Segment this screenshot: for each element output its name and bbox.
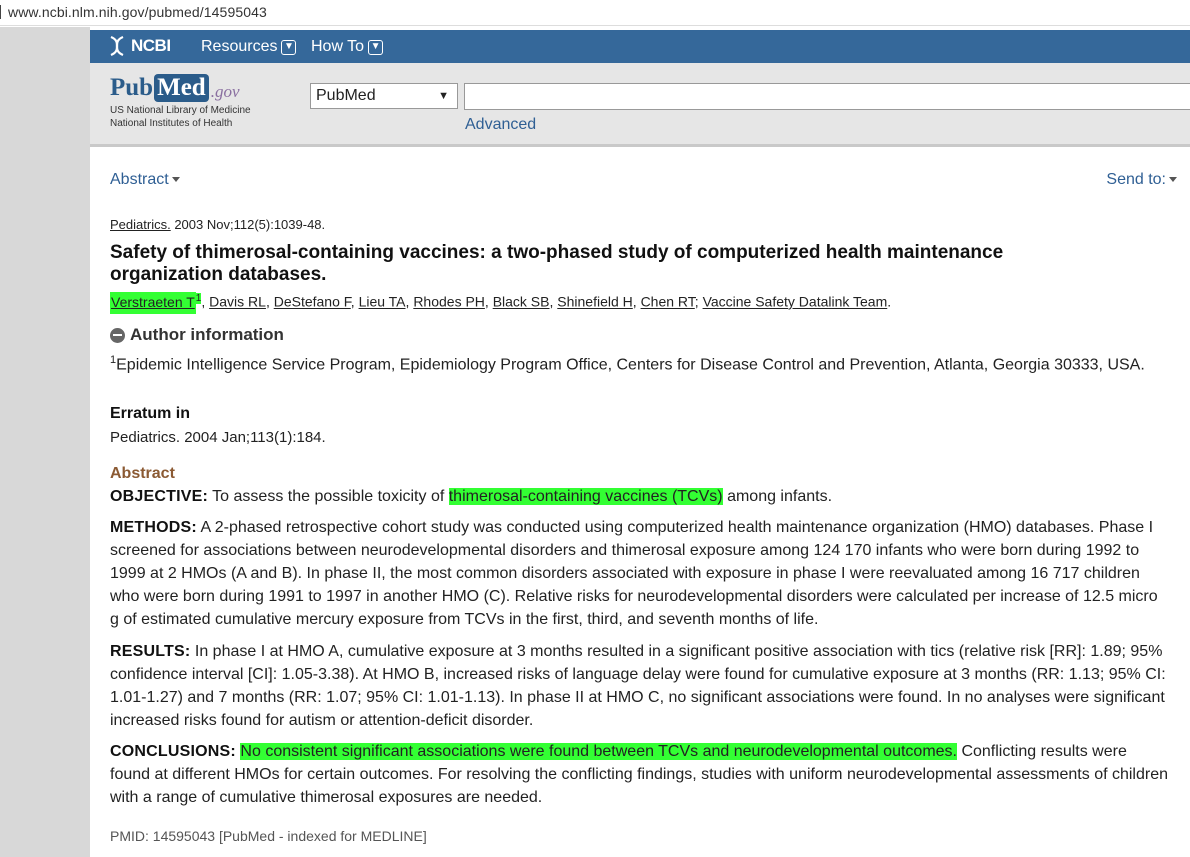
logo-gov: .gov <box>210 82 240 101</box>
affiliation-text: Epidemic Intelligence Service Program, Epidemiology Program Office, Centers for Disease Control and Prevention, Atlanta, Georgia 30333, USA. <box>116 356 1145 374</box>
methods-text: A 2-phased retrospective cohort study was conducted using computerized health maintenance organization (HMO) databases. Phase I screened for associations between neurodevelopmental disorders and thimerosal exposure among 124 170 infants who were born during 1992 to 1999 at 2 HMOs (A and B). In phase II, the most common disorders associated with exposure in phase I were reevaluated among 16 717 children who were born during 1991 to 1997 in another HMO (C). Relative risks for neurodevelopmental disorders were calculated per increase of 12.5 micro g of estimated cumulative mercury exposure from TCVs in the first, third, and seventh months of life. <box>110 519 1158 628</box>
abstract-results <box>110 640 1170 732</box>
author-link[interactable]: DeStefano F <box>273 293 351 310</box>
format-label: Abstract <box>110 171 169 188</box>
author-link[interactable]: Vaccine Safety Datalink Team <box>702 293 888 310</box>
search-band <box>90 63 1190 147</box>
database-selected-value: PubMed <box>316 87 376 104</box>
results-text: In phase I at HMO A, cumulative exposure at 3 months resulted in a significant positive association with tics (relative risk [RR]: 1.89; 95% confidence interval [CI]: 1.05-3.38). At HMO B, increased risks of language delay were found for cumulative exposure at 3 months (RR: 1.13; 95% CI: 1.01-1.27) and 7 months (RR: 1.07; 95% CI: 1.01-1.13). In phase II at HMO C, no significant associations were found. In no analyses were significant increased risks found for autism or attention-deficit disorder. <box>110 643 1166 729</box>
conclusions-highlight: No consistent significant associations were found between TCVs and neurodevelopmental outcomes. <box>240 743 957 760</box>
affiliation-sup: 1 <box>110 354 117 366</box>
logo-subtitle-2: National Institutes of Health <box>110 118 233 129</box>
chevron-down-icon: ▼ <box>368 40 383 55</box>
caret-down-icon <box>172 177 180 182</box>
author-link[interactable]: Lieu TA <box>358 293 406 310</box>
author-link[interactable]: Rhodes PH <box>413 293 485 310</box>
pmid-line: PMID: 14595043 [PubMed - indexed for MEDLINE] <box>110 828 427 844</box>
address-bar[interactable] <box>0 0 1190 26</box>
objective-text-pre: To assess the possible toxicity of <box>212 488 445 505</box>
send-to-dropdown[interactable] <box>1106 171 1177 189</box>
objective-highlight: thimerosal-containing vaccines (TCVs) <box>448 488 723 505</box>
erratum-text: Pediatrics. 2004 Jan;113(1):184. <box>110 429 326 446</box>
collapse-icon <box>110 328 125 343</box>
ncbi-logo-text: NCBI <box>131 36 171 55</box>
logo-med: Med <box>154 74 209 102</box>
article-title: Safety of thimerosal-containing vaccines: a two-phased study of computerized health maintenance organization databases. <box>110 242 1004 285</box>
logo-subtitle-1: US National Library of Medicine <box>110 105 251 116</box>
advanced-search-link[interactable]: Advanced <box>465 116 537 133</box>
ncbi-logo[interactable] <box>108 35 171 57</box>
journal-link[interactable]: Pediatrics. <box>110 217 171 232</box>
conclusions-text-post: Conflicting results were found at different HMOs for certain outcomes. For resolving the conflicting findings, studies with uniform neurodevelopmental assessments of children with a range of cumulative thimerosal exposures are needed. <box>110 743 1169 806</box>
resources-label: Resources <box>201 38 278 55</box>
methods-label: METHODS: <box>110 519 197 536</box>
how-to-label: How To <box>311 38 365 55</box>
abstract-methods <box>110 516 1170 631</box>
author-link[interactable]: Davis RL <box>209 293 266 310</box>
how-to-menu[interactable] <box>311 38 383 56</box>
resources-menu[interactable] <box>201 38 296 56</box>
author-information-label: Author information <box>130 325 284 344</box>
url-text[interactable]: www.ncbi.nlm.nih.gov/pubmed/14595043 <box>8 4 267 20</box>
caret-down-icon <box>1169 177 1177 182</box>
logo-pub: Pub <box>110 74 154 101</box>
author-link[interactable]: Shinefield H <box>557 293 633 310</box>
article-content <box>90 150 1190 857</box>
dna-helix-icon <box>108 35 126 57</box>
abstract-conclusions <box>110 740 1170 809</box>
erratum-heading: Erratum in <box>110 405 191 422</box>
search-input[interactable] <box>464 83 1190 110</box>
chevron-down-icon: ▼ <box>281 40 296 55</box>
text-caret <box>0 5 1 19</box>
author-link[interactable]: Verstraeten T <box>110 292 196 314</box>
send-to-label: Send to: <box>1106 171 1166 188</box>
pubmed-logo[interactable] <box>110 74 251 130</box>
conclusions-label: CONCLUSIONS: <box>110 743 236 760</box>
affiliation <box>110 354 1145 374</box>
abstract-objective <box>110 485 1170 508</box>
objective-label: OBJECTIVE: <box>110 488 209 505</box>
author-information-toggle[interactable] <box>110 325 284 345</box>
author-link[interactable]: Chen RT <box>640 293 695 310</box>
author-affiliation-sup: 1 <box>195 293 202 304</box>
pubmed-wordmark <box>110 74 251 102</box>
dropdown-arrow-icon: ▼ <box>438 90 449 102</box>
database-select[interactable] <box>310 83 458 109</box>
ncbi-header <box>90 30 1190 63</box>
abstract-heading: Abstract <box>110 465 175 482</box>
left-margin <box>0 27 90 857</box>
author-link[interactable]: Black SB <box>492 293 550 310</box>
results-label: RESULTS: <box>110 643 191 660</box>
citation-details: 2003 Nov;112(5):1039-48. <box>174 217 326 232</box>
author-list: Verstraeten $T^1$, Davis RL, DeStefano F, Lieu TA, Rhodes PH, Black SB, Shinefield H, Chen RT; Vaccine Safety Datalink Team. <box>110 293 891 310</box>
format-dropdown[interactable] <box>110 171 180 189</box>
citation <box>110 217 325 232</box>
objective-text-post: among infants. <box>727 488 833 505</box>
